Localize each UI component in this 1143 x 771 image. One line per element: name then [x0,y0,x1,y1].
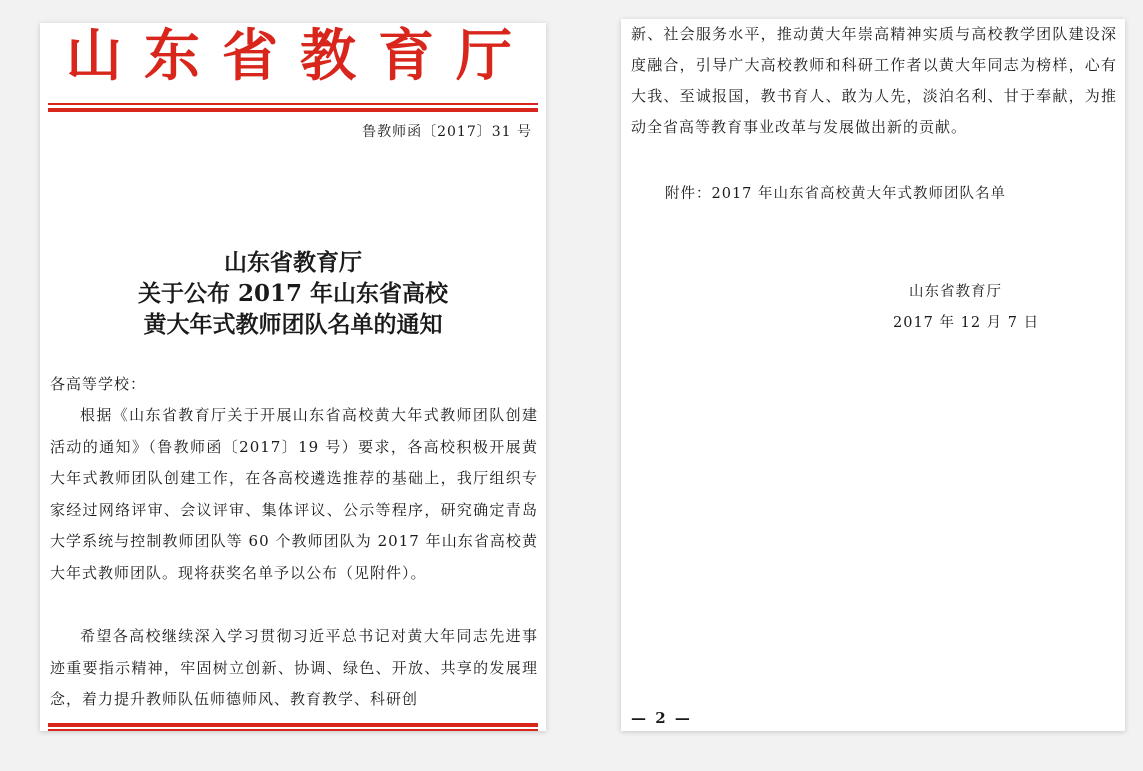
issue-date: 2017 年 12 月 7 日 [893,315,1040,331]
salutation: 各高等学校： [50,375,147,393]
page-number: — 2 — [631,709,692,727]
masthead-rule-thick [48,108,538,112]
document-number: 鲁教师函〔2017〕31 号 [362,124,532,140]
document-page-2 [621,19,1125,731]
attachment-line: 附件：2017 年山东省高校黄大年式教师团队名单 [665,186,1007,202]
title-line-1: 山东省教育厅 [224,249,362,276]
document-page-1 [40,23,546,731]
body-paragraph-1: 根据《山东省教育厅关于开展山东省高校黄大年式教师团队创建活动的通知》（鲁教师函〔2017〕19 号）要求，各高校积极开展黄大年式教师团队创建工作，在各高校遴选推荐的基础上，我厅组织专家经过网络评审、会议评审、集体评议、公示等程序，研究确定青岛大学系统与控制教师团队等 60 个教师团队为 2017 年山东省高校黄大年式教师团队。现将获奖名单予以公布（见附件）。 [50,406,538,582]
title-line-3: 黄大年式教师团队名单的通知 [143,311,443,338]
issuer-signature: 山东省教育厅 [909,284,1002,300]
body-paragraph-2-continued: 新、社会服务水平，推动黄大年崇高精神实质与高校教学团队建设深度融合，引导广大高校教师和科研工作者以黄大年同志为榜样，心有大我、至诚报国，教书育人、敢为人先，淡泊名利、甘于奉献，为推动全省高等教育事业改革与发展做出新的贡献。 [631,25,1117,136]
footer-rule-thick [48,723,538,727]
body-paragraph-2: 希望各高校继续深入学习贯彻习近平总书记对黄大年同志先进事迹重要指示精神，牢固树立创新、协调、绿色、开放、共享的发展理念，着力提升教师队伍师德师风、教育教学、科研创 [50,627,538,708]
document-title [40,247,546,340]
masthead-title: 山东省教育厅 [66,24,534,89]
masthead-rule-thin [48,103,538,105]
footer-rule-thin [48,729,538,731]
title-line-2: 关于公布 2017 年山东省高校 [137,280,449,307]
